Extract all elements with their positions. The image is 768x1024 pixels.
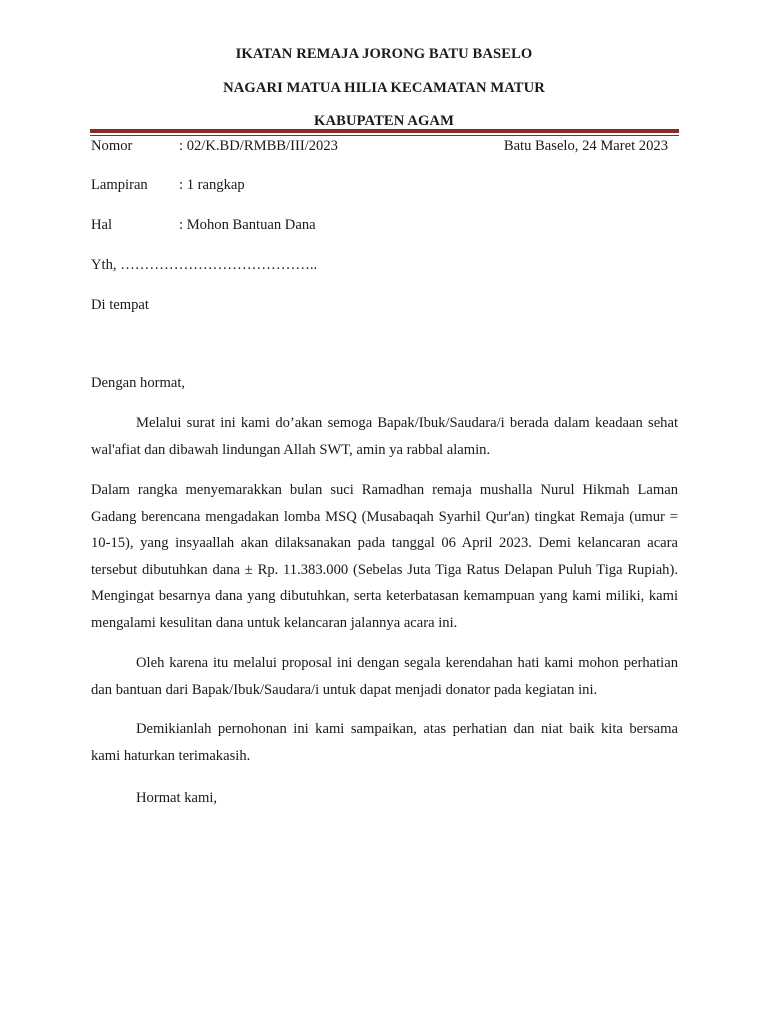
paragraph-2: Dalam rangka menyemarakkan bulan suci Ramadhan remaja mushalla Nurul Hikmah Laman Gadang berencana mengadakan lomba MSQ (Musabaqah Syarhil Qur'an) tingkat Remaja (umur = 10-15), yang insyaallah akan dilaksanakan pada tanggal 06 April 2023. Demi kelancaran acara tersebut dibutuhkan dana ± Rp. 11.383.000 (Sebelas Juta Tiga Ratus Delapan Puluh Tiga Rupiah). Mengingat besarnya dana yang dibutuhkan, serta keterbatasan kemampuan yang kami miliki, kami mengalami kesulitan dana untuk kelancaran jalannya acara ini. xyxy=(91,482,678,631)
paragraph-3: Oleh karena itu melalui proposal ini dengan segala kerendahan hati kami mohon perhatian dan bantuan dari Bapak/Ibuk/Saudara/i untuk dapat menjadi donator pada kegiatan ini. xyxy=(91,655,678,698)
closing-salutation: Hormat kami, xyxy=(136,790,218,806)
meta-nomor-row xyxy=(91,138,681,156)
paragraph-4: Demikianlah pernohonan ini kami sampaikan, atas perhatian dan niat baik kita bersama kami haturkan terimakasih. xyxy=(91,721,678,764)
meta-hal-row xyxy=(91,217,681,235)
lampiran-label: Lampiran xyxy=(91,177,148,193)
hal-value: : Mohon Bantuan Dana xyxy=(179,217,316,233)
paragraph-1: Melalui surat ini kami do’akan semoga Bapak/Ibuk/Saudara/i berada dalam keadaan sehat wal'afiat dan dibawah lindungan Allah SWT, amin ya rabbal alamin. xyxy=(91,415,678,458)
letterhead-kabupaten: KABUPATEN AGAM xyxy=(314,113,454,129)
letterhead-organization: IKATAN REMAJA JORONG BATU BASELO xyxy=(235,46,533,62)
letterhead-rule-thick xyxy=(90,129,679,133)
recipient-place: Di tempat xyxy=(91,297,149,313)
letterhead-rule-thin xyxy=(90,135,679,136)
greeting: Dengan hormat, xyxy=(91,375,186,391)
lampiran-value: : 1 rangkap xyxy=(179,177,245,193)
nomor-label: Nomor xyxy=(91,138,133,154)
letterhead-nagari: NAGARI MATUA HILIA KECAMATAN MATUR xyxy=(223,80,545,96)
nomor-value: : 02/K.BD/RMBB/III/2023 xyxy=(179,138,338,154)
hal-label: Hal xyxy=(91,217,113,233)
recipient-yth: Yth, ………………………………….. xyxy=(91,257,318,273)
meta-lampiran-row xyxy=(91,177,681,195)
letter-date: Batu Baselo, 24 Maret 2023 xyxy=(503,138,668,154)
